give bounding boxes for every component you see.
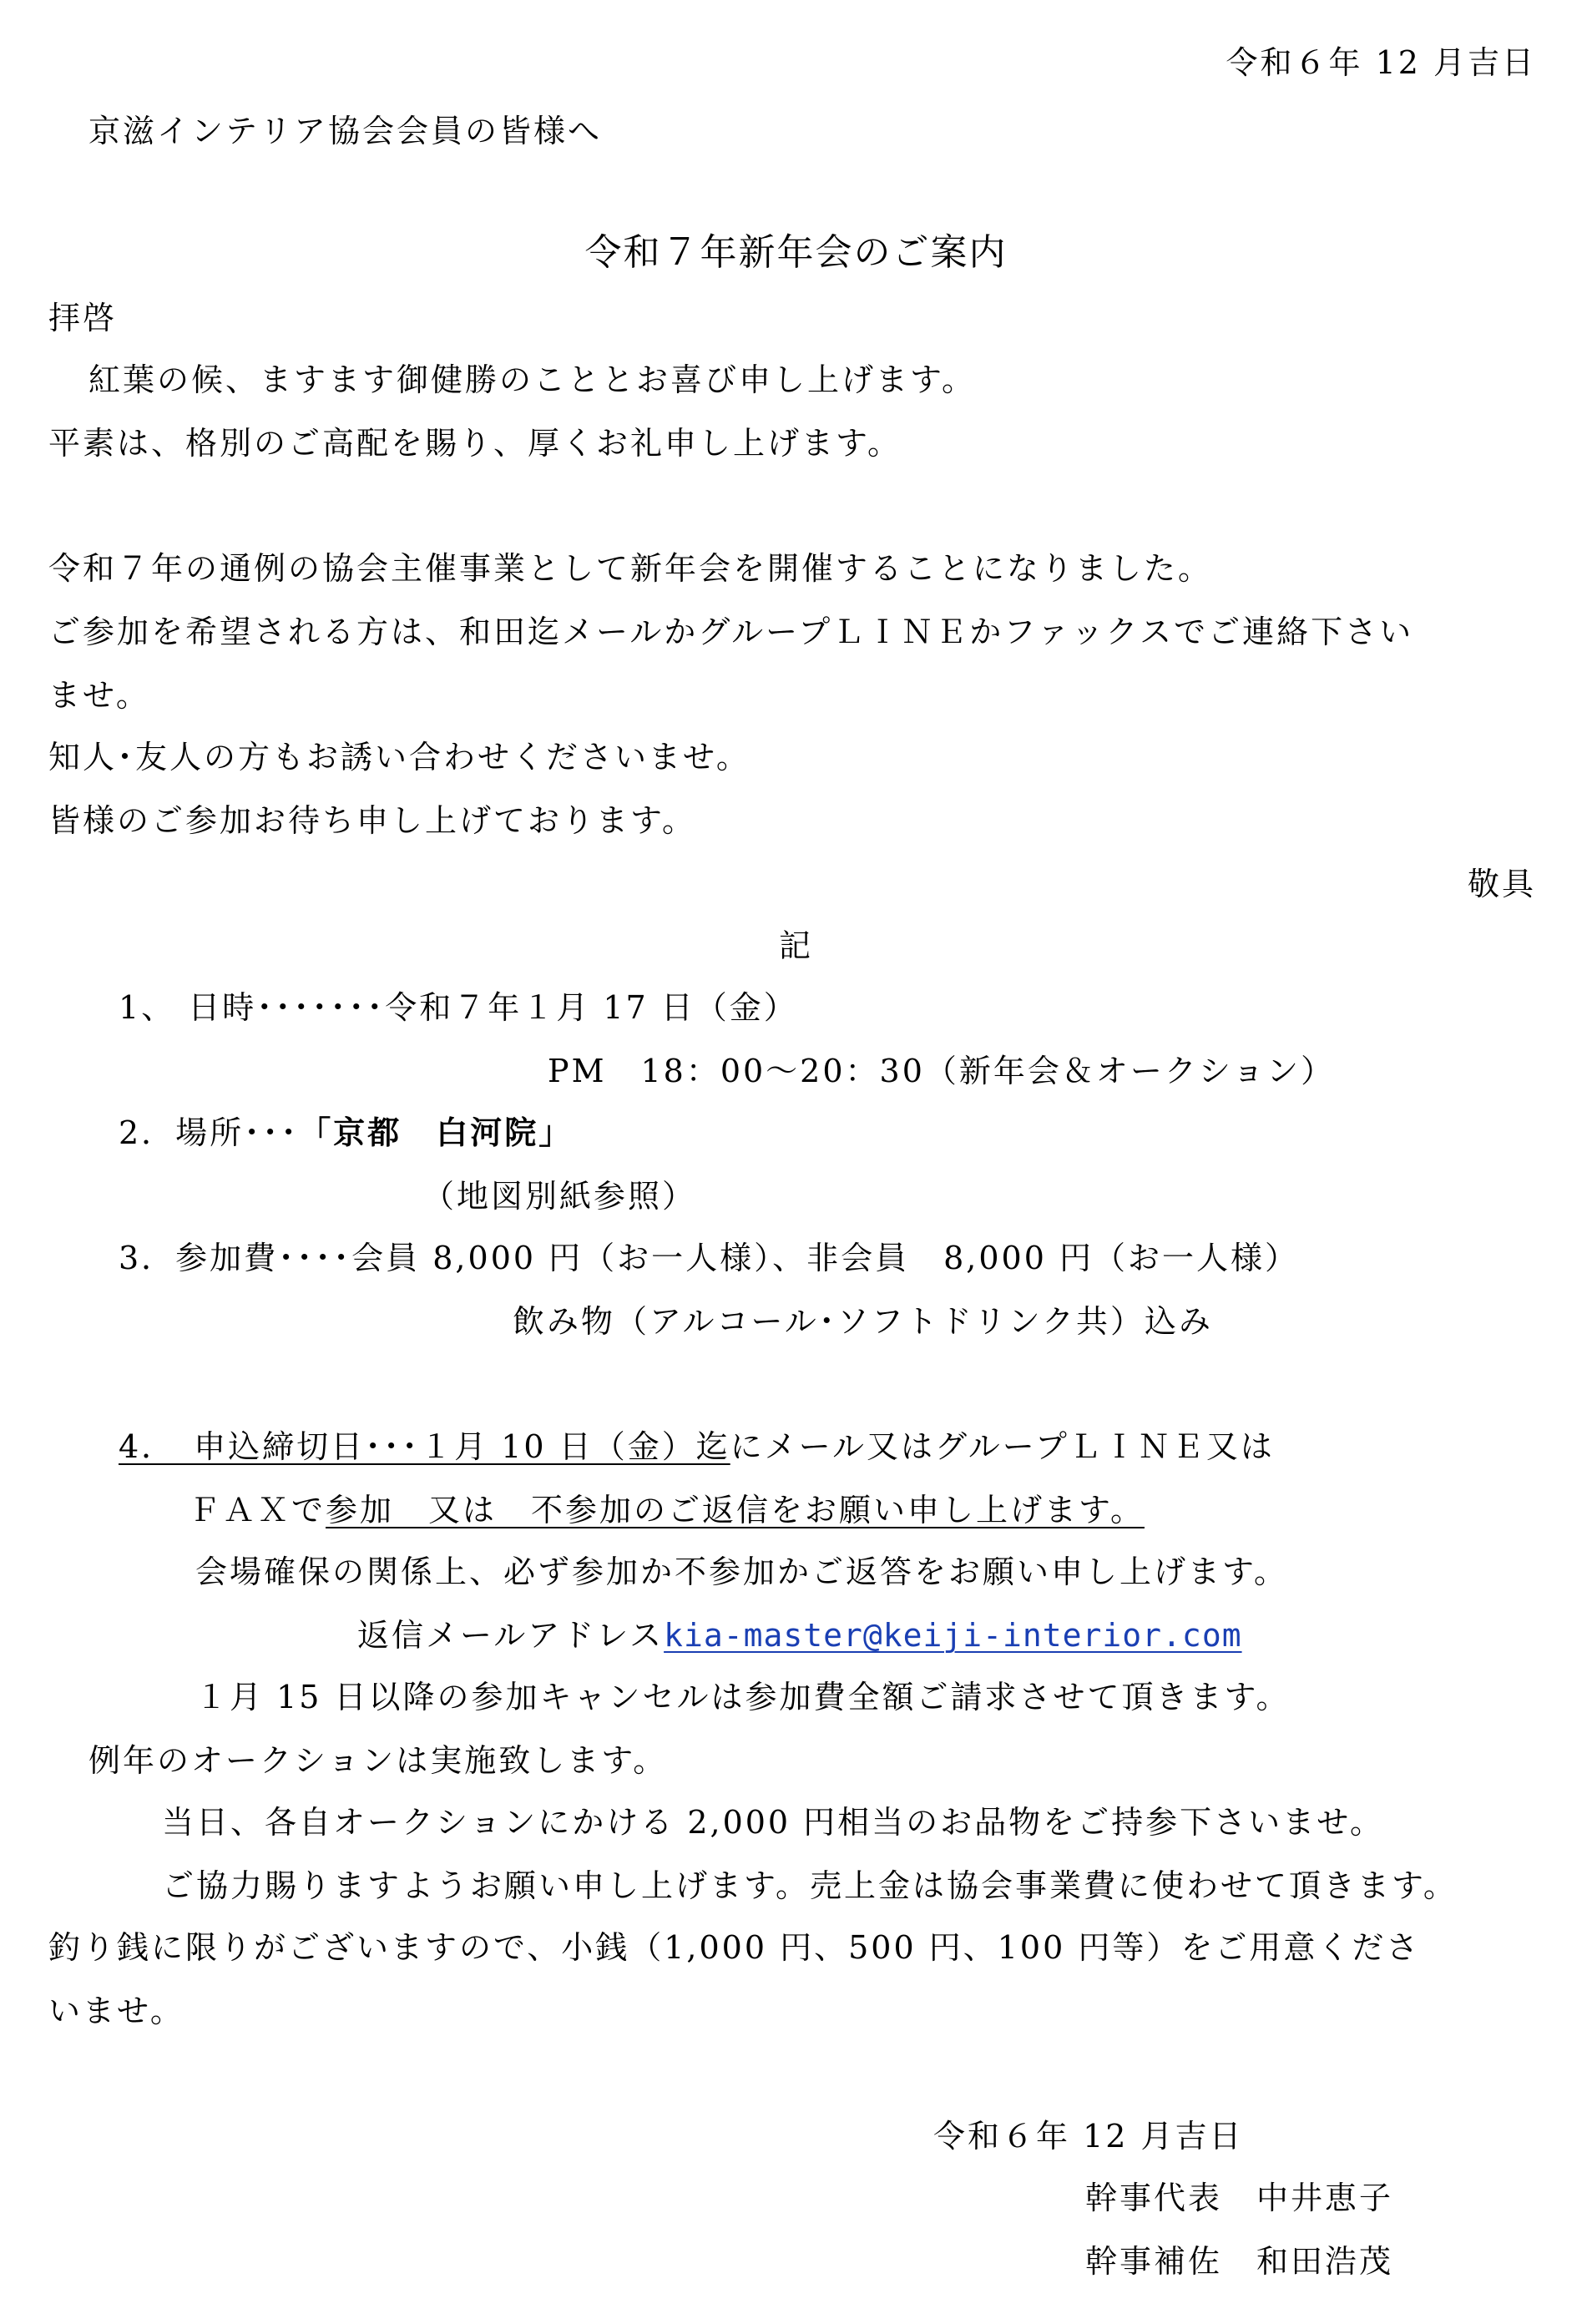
- ki-marker: 記: [778, 927, 813, 964]
- organizer-representative: 幹事代表 中井恵子: [1085, 2180, 1394, 2216]
- document-title: 令和７年新年会のご案内: [584, 231, 1008, 274]
- item-fee-note: 飲み物（アルコール･ソフトドリンク共）込み: [513, 1303, 1213, 1340]
- email-label: 返信メールアドレス: [357, 1617, 665, 1654]
- item-deadline: [119, 1427, 1275, 1466]
- body-line-2: ご参加を希望される方は、和田迄メールかグループＬＩＮＥかファックスでご連絡下さい: [48, 614, 1414, 650]
- closing: 敬具: [1467, 866, 1536, 902]
- fax-line: [189, 1491, 1145, 1529]
- deadline-underlined: 4． 申込締切日･･･１月 10 日（金）迄: [119, 1428, 730, 1465]
- fax-prefix: ＦＡＸで: [189, 1492, 326, 1528]
- auction-line-3: ご協力賜りますようお願い申し上げます。売上金は協会事業費に使わせて頂きます。: [162, 1867, 1458, 1904]
- auction-line-4: 釣り銭に限りがございますので、小銭（1,000 円、500 円、100 円等）をご用意くださ: [48, 1929, 1421, 1966]
- reply-request: 会場確保の関係上、必ず参加か不参加かご返答をお願い申し上げます。: [195, 1554, 1288, 1590]
- auction-line-5: いませ。: [48, 1993, 184, 2029]
- body-line-3: ませ。: [48, 677, 150, 714]
- item-place: [119, 1114, 573, 1152]
- body-line-4: 知人･友人の方もお誘い合わせくださいませ。: [48, 739, 751, 776]
- deadline-rest: にメール又はグループＬＩＮＥ又は: [730, 1428, 1275, 1465]
- auction-line-2: 当日、各自オークションにかける 2,000 円相当のお品物をご持参下さいませ。: [162, 1804, 1385, 1841]
- reply-email-link[interactable]: kia-master@keiji-interior.com: [664, 1617, 1242, 1654]
- item-place-note: （地図別紙参照）: [422, 1178, 697, 1215]
- item-place-name: 「京都 白河院」: [299, 1114, 574, 1151]
- greeting-line-1: 紅葉の候、ますます御健勝のこととお喜び申し上げます。: [88, 361, 976, 398]
- item-datetime-time: PM 18：00～20：30（新年会＆オークション）: [548, 1053, 1336, 1089]
- organizer-assistant: 幹事補佐 和田浩茂: [1085, 2243, 1394, 2280]
- header-date: 令和６年 12 月吉日: [1226, 44, 1536, 81]
- item-place-prefix: 2．場所･･･: [119, 1114, 300, 1151]
- body-line-1: 令和７年の通例の協会主催事業として新年会を開催することになりました。: [48, 550, 1213, 587]
- footer-date: 令和６年 12 月吉日: [933, 2118, 1244, 2155]
- cancel-note: １月 15 日以降の参加キャンセルは参加費全額ご請求させて頂きます。: [195, 1679, 1291, 1715]
- auction-line-1: 例年のオークションは実施致します。: [88, 1742, 668, 1779]
- item-fee: 3．参加費････会員 8,000 円（お一人様）、非会員 8,000 円（お一人様）: [119, 1240, 1299, 1276]
- addressee: 京滋インテリア協会会員の皆様へ: [88, 113, 603, 149]
- email-line: [357, 1616, 1242, 1655]
- item-datetime: 1、 日時･･･････令和７年１月 17 日（金）: [119, 989, 798, 1026]
- greeting-opening: 拝啓: [48, 300, 118, 336]
- body-line-5: 皆様のご参加お待ち申し上げております。: [48, 802, 696, 839]
- fax-underlined: 参加 又は 不参加のご返信をお願い申し上げます。: [326, 1492, 1145, 1528]
- greeting-line-2: 平素は、格別のご高配を賜り、厚くお礼申し上げます。: [48, 425, 902, 462]
